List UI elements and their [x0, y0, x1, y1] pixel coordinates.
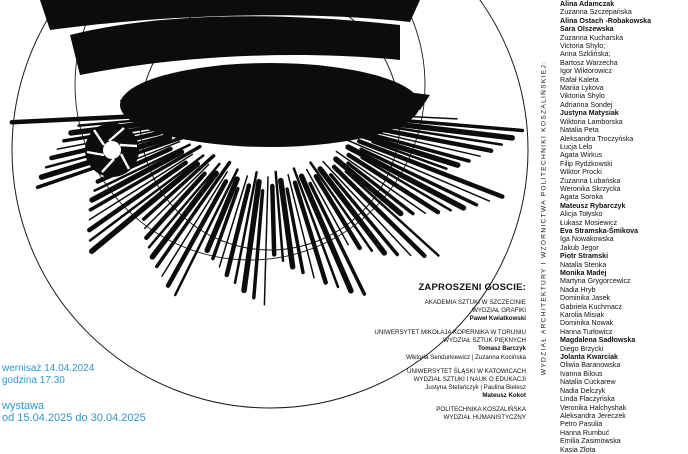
- participant-name: Sara Olszewska: [560, 25, 614, 34]
- participant-name: Alicja Tołysko: [560, 210, 603, 219]
- guest-line: WYDZIAŁ SZTUKI I NAUK O EDUKACJI: [413, 375, 526, 383]
- participant-name: Diego Brzycki: [560, 344, 604, 353]
- guest-line: AKADEMIA SZTUKI W SZCZECINIE: [424, 299, 526, 306]
- participant-name: Zuzanna Lubańska: [560, 176, 621, 185]
- participant-name: Jakub Jegor: [560, 243, 599, 252]
- participant-name: Kasia Złota: [560, 445, 596, 454]
- guest-institution-block: [340, 368, 526, 400]
- guest-line: UNIWERSYTET ŚLĄSKI W KATOWICACH: [407, 367, 526, 375]
- participant-name: Viktoriia Shylo: [560, 92, 605, 101]
- participant-name: Eva Stramska-Śmikova: [560, 226, 639, 235]
- participant-name: Nadia Hryb: [560, 285, 596, 294]
- participant-name: Linda Flaczyńska: [560, 395, 615, 404]
- participant-name: Piotr Stramski: [560, 252, 609, 261]
- participant-name: Mateusz Rybarczyk: [560, 201, 626, 210]
- participant-name: Zuzanna Szczepańska: [560, 8, 632, 17]
- participant-name: Natalia Stenka: [560, 260, 607, 269]
- participant-name: Bartosz Warzecha: [560, 58, 618, 67]
- participant-name: Alina Ostach -Robakowska: [560, 16, 652, 25]
- participant-name: Igor Wiktorowicz: [560, 67, 613, 76]
- participant-name: Martyna Grygorcewicz: [560, 277, 631, 286]
- participant-name: Hanna Turłowicz: [560, 327, 613, 336]
- participant-name: Karolia Misiak: [560, 311, 605, 320]
- invited-guests-section: [340, 282, 526, 428]
- participant-name: Aleksandra Troczyńska: [560, 134, 634, 143]
- ink-ray: [272, 186, 274, 254]
- guest-institution-block: [340, 329, 526, 361]
- participant-name: Veronika Halchyshak: [560, 403, 627, 412]
- exhibition-label: wystawa: [2, 400, 45, 412]
- participant-name: Agata Wirkus: [560, 151, 603, 160]
- participants-list: [560, 0, 686, 454]
- guest-line: Justyna Stefańczyk | Paulina Bielesz: [425, 383, 526, 391]
- participant-name: Gabriela Kuchmacz: [560, 302, 622, 311]
- guest-institution-block: [340, 299, 526, 323]
- guest-line: Tomasz Barczyk: [477, 345, 526, 353]
- participant-name: Jolanta Kwarciak: [560, 353, 618, 362]
- participant-name: Emilia Zasimowska: [560, 437, 621, 446]
- participant-name: Natalia Peta: [560, 126, 599, 135]
- participant-name: Weronika Skrzycka: [560, 184, 621, 193]
- participant-name: Łukasz Mosiewicz: [560, 218, 618, 227]
- guest-line: WYDZIAŁ HUMANISTYCZNY: [443, 414, 526, 422]
- participant-name: Natalia Cuckarew: [560, 378, 616, 387]
- participant-name: Łucja Lelo: [560, 142, 593, 151]
- aperture-logo-icon: [85, 123, 139, 177]
- participant-name: Anna Szklińska;: [560, 50, 611, 59]
- participant-name: Hanna Rumbuć: [560, 428, 610, 437]
- participant-name: Mariia Lykova: [560, 84, 604, 93]
- vernissage-time: godzina 17.30: [2, 375, 65, 386]
- guest-institution-block: [340, 406, 526, 422]
- participant-name: Ivanna Bilous: [560, 369, 603, 378]
- participant-name: Nadia Delczyk: [560, 386, 606, 395]
- participant-name: Dominika Nowak: [560, 319, 614, 328]
- guest-line: WYDZIAŁ SZTUK PIĘKNYCH: [443, 337, 526, 345]
- participant-name: Justyna Matysiak: [560, 109, 619, 118]
- participant-name: Petro Pasulia: [560, 420, 603, 429]
- participant-name: Adrianna Sondej: [560, 100, 613, 109]
- participant-name: Agata Soroka: [560, 193, 603, 202]
- guest-line: Paweł Kwiatkowski: [469, 315, 526, 323]
- guest-line: WYDZIAŁ GRAFIKI: [472, 307, 526, 315]
- vernissage-date: wernisaż 14.04.2024: [2, 363, 95, 374]
- exhibition-date-range: od 15.04.2025 do 30.04.2025: [2, 412, 146, 424]
- participant-name: Wiktor Procki: [560, 168, 602, 177]
- participant-name: Magdalena Sadłowska: [560, 336, 636, 345]
- guest-line: POLITECHNIKA KOSZALIŃSKA: [436, 406, 526, 414]
- guest-line: UNIWERSYTET MIKOŁAJA KOPERNIKA W TORUNIU: [374, 329, 526, 337]
- participant-name: Aleksandra Jereczek: [560, 411, 626, 420]
- guest-line: Mateusz Kokot: [482, 391, 526, 399]
- participant-name: Zuzanna Kucharska: [560, 33, 624, 42]
- participant-name: Victoria Shylo;: [560, 42, 606, 51]
- ink-ray: [264, 177, 268, 305]
- participant-name: Dominika Jasek: [560, 294, 611, 303]
- participant-name: Rafał Kaleta: [560, 75, 599, 84]
- event-dates: [2, 363, 146, 424]
- faculty-vertical-heading: [539, 4, 549, 432]
- guest-line: Wiktoria Sendurkiewicz | Zuzanna Kocińska: [406, 353, 526, 361]
- invited-guests-title: ZAPROSZENI GOSCIE:: [418, 282, 526, 293]
- participant-name: Wiktoria Lamborska: [560, 117, 623, 126]
- participant-name: Filip Rydzkowski: [560, 159, 613, 168]
- participant-name: Iga Nowakowska: [560, 235, 614, 244]
- participant-name: Oliwia Baranowska: [560, 361, 621, 370]
- participant-name: Monika Madej: [560, 269, 607, 277]
- participant-name: Alina Adamczak: [560, 0, 615, 8]
- faculty-vertical-text: WYDZIAŁ ARCHITEKTURY I WZORNICTWA POLITECHNIKI KOSZALIŃSKIEJ:: [540, 60, 548, 376]
